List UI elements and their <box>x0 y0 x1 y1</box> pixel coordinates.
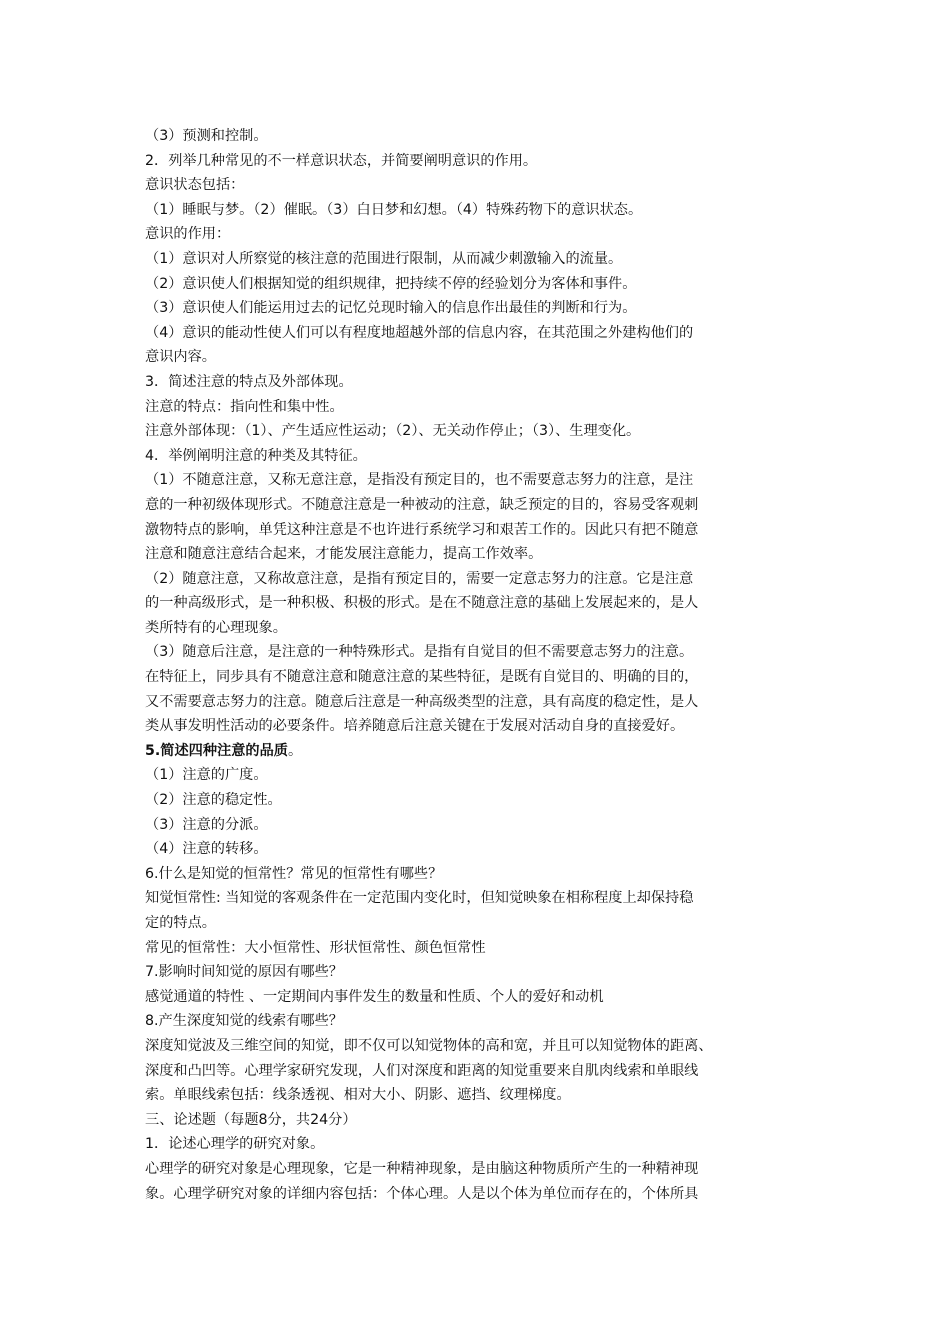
text-line: 心理学的研究对象是心理现象，它是一种精神现象，是由脑这种物质所产生的一种精神现 <box>145 1160 699 1177</box>
text-line: （4）注意的转移。 <box>145 841 268 858</box>
text-line: （3）意识使人们能运用过去的记忆兑现时输入的信息作出最佳的判断和行为。 <box>145 300 637 317</box>
question-heading-bold: 5.简述四种注意的品质 <box>145 742 288 759</box>
text-line: 激物特点的影响，单凭这种注意是不也许进行系统学习和艰苦工作的。因此只有把不随意 <box>145 521 699 538</box>
question-heading-tail: 。 <box>287 742 303 759</box>
question-heading: 2．列举几种常见的不一样意识状态，并简要阐明意识的作用。 <box>145 152 538 169</box>
question-heading: 4．举例阐明注意的种类及其特征。 <box>145 447 367 464</box>
question-heading: 6.什么是知觉的恒常性？常见的恒常性有哪些？ <box>145 865 443 882</box>
section-heading: 三、论述题（每题8分，共24分） <box>145 1111 357 1128</box>
question-heading: 3．简述注意的特点及外部体现。 <box>145 373 353 390</box>
text-line: 深度和凸凹等。心理学家研究发现，人们对深度和距离的知觉重要来自肌肉线索和单眼线 <box>145 1062 699 1079</box>
text-line: （2）随意注意，又称故意注意，是指有预定目的，需要一定意志努力的注意。它是注意 <box>145 570 694 587</box>
text-line: （3）注意的分派。 <box>145 816 268 833</box>
text-line: 在特征上，同步具有不随意注意和随意注意的某些特征，是既有自觉目的、明确的目的， <box>145 669 699 686</box>
text-line: （3）预测和控制。 <box>145 128 268 144</box>
text-line: 类所特有的心理现象。 <box>145 619 287 636</box>
text-line: 感觉通道的特性 、一定期间内事件发生的数量和性质、个人的爱好和动机 <box>145 988 604 1005</box>
text-line: （4）意识的能动性使人们可以有程度地超越外部的信息内容，在其范围之外建构他们的 <box>145 324 694 341</box>
question-heading: 1．论述心理学的研究对象。 <box>145 1136 325 1153</box>
text-line: 意识状态包括： <box>145 177 245 194</box>
text-line: （1）不随意注意，又称无意注意，是指没有预定目的，也不需要意志努力的注意，是注 <box>145 472 694 489</box>
text-line: （2）意识使人们根据知觉的组织规律，把持续不停的经验划分为客体和事件。 <box>145 275 637 292</box>
text-line: 意识的作用： <box>145 226 231 243</box>
text-line: （1）睡眠与梦。（2）催眠。（3）白日梦和幻想。（4）特殊药物下的意识状态。 <box>145 201 643 218</box>
document-body <box>145 124 810 1206</box>
text-line: （3）随意后注意，是注意的一种特殊形式。是指有自觉目的但不需要意志努力的注意。 <box>145 644 694 661</box>
text-line: 注意和随意注意结合起来，才能发展注意能力，提高工作效率。 <box>145 546 543 563</box>
text-line: 注意的特点：指向性和集中性。 <box>145 398 344 415</box>
question-heading: 8.产生深度知觉的线索有哪些？ <box>145 1013 343 1030</box>
text-line: （2）注意的稳定性。 <box>145 792 282 809</box>
text-line: （1）意识对人所察觉的核注意的范围进行限制，从而减少刺激输入的流量。 <box>145 250 623 267</box>
text-line: 索。单眼线索包括：线条透视、相对大小、阴影、遮挡、纹理梯度。 <box>145 1087 571 1104</box>
text-line: 又不需要意志努力的注意。随意后注意是一种高级类型的注意，具有高度的稳定性，是人 <box>145 693 699 710</box>
text-line: 意的一种初级体现形式。不随意注意是一种被动的注意，缺乏预定的目的，容易受客观刺 <box>145 496 699 513</box>
text-line: 深度知觉波及三维空间的知觉，即不仅可以知觉物体的高和宽，并且可以知觉物体的距离、 <box>145 1037 713 1054</box>
text-line: （1）注意的广度。 <box>145 767 268 784</box>
text-line: 象。心理学研究对象的详细内容包括：个体心理。人是以个体为单位而存在的，个体所具 <box>145 1185 699 1202</box>
text-line: 注意外部体现：（1）、产生适应性运动；（2）、无关动作停止；（3）、生理变化。 <box>145 423 641 440</box>
text-line: 知觉恒常性: 当知觉的客观条件在一定范围内变化时，但知觉映象在相称程度上却保持稳 <box>145 890 694 907</box>
text-line: 定的特点。 <box>145 915 216 931</box>
text-line: 意识内容。 <box>145 349 216 366</box>
text-line: 类从事发明性活动的必要条件。培养随意后注意关键在于发展对活动自身的直接爱好。 <box>145 718 685 735</box>
question-heading: 7.影响时间知觉的原因有哪些？ <box>145 964 343 981</box>
text-line: 常见的恒常性：大小恒常性、形状恒常性、颜色恒常性 <box>145 939 486 956</box>
text-line: 的一种高级形式，是一种积极、积极的形式。是在不随意注意的基础上发展起来的，是人 <box>145 595 699 612</box>
question-heading <box>145 739 810 764</box>
